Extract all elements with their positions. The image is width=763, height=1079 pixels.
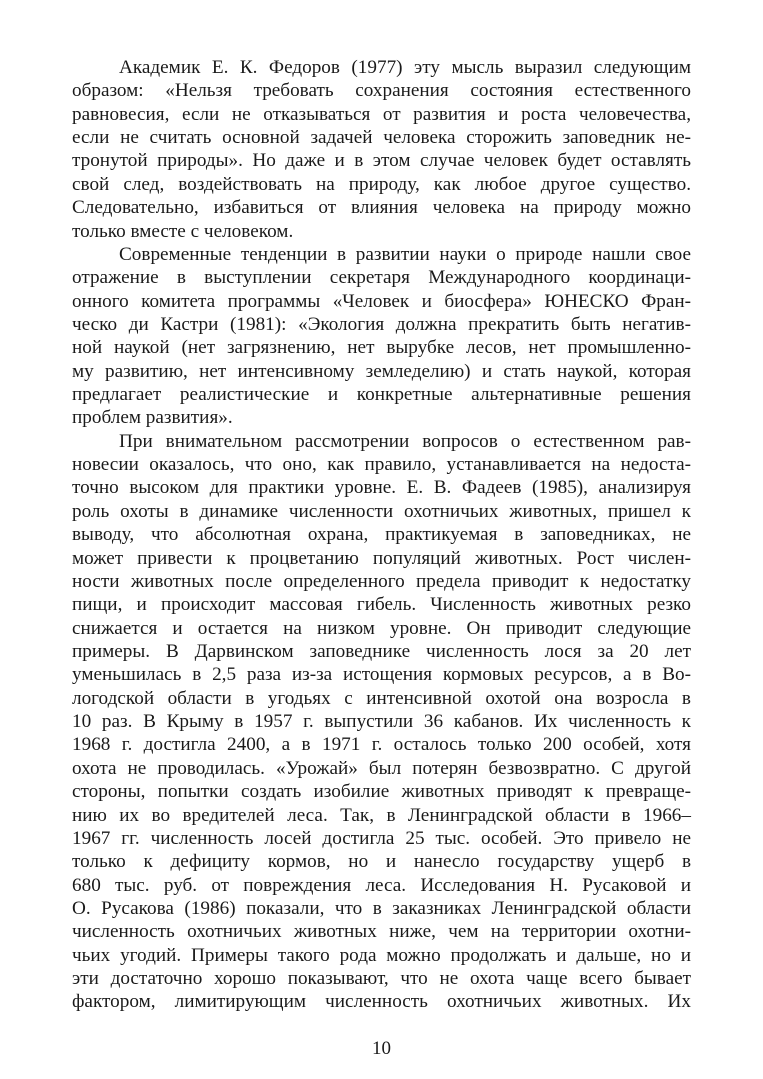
paragraph	[72, 430, 691, 1014]
text-line: ности животных после определенного предела приводит к недостатку	[72, 570, 691, 592]
text-line: может привести к процветанию популяций животных. Рост числен-	[72, 547, 691, 569]
text-line: примеры. В Дарвинском заповеднике численность лося за 20 лет	[72, 640, 691, 662]
text-line: роль охоты в динамике численности охотничьих животных, пришел к	[72, 500, 691, 522]
text-line: логодской области в угодьях с интенсивной охотой она возросла в	[72, 687, 691, 709]
text-line: 1967 гг. численность лосей достигла 25 тыс. особей. Это привело не	[72, 827, 691, 849]
text-line: образом: «Нельзя требовать сохранения состояния естественного	[72, 80, 691, 102]
text-line: Академик Е. К. Федоров (1977) эту мысль выразил следующим	[119, 57, 691, 78]
text-line: выводу, что абсолютная охрана, практикуемая в заповедниках, не	[72, 524, 691, 546]
text-line: 680 тыс. руб. от повреждения леса. Исследования Н. Русаковой и	[72, 874, 691, 896]
text-line: При внимательном рассмотрении вопросов о естественном рав-	[119, 430, 691, 452]
text-line: охота не проводилась. «Урожай» был потерян безвозвратно. С другой	[72, 757, 691, 779]
text-line: эти достаточно хорошо показывают, что не охота чаще всего бывает	[72, 968, 691, 990]
text-line: проблем развития».	[72, 407, 233, 429]
text-line: 1968 г. достигла 2400, а в 1971 г. осталось только 200 особей, хотя	[72, 734, 691, 756]
text-line: снижается и остается на низком уровне. Он приводит следующие	[72, 617, 691, 639]
text-line: му развитию, нет интенсивному земледелию) и стать наукой, которая	[72, 360, 691, 382]
text-line: только к дефициту кормов, но и нанесло государству ущерб в	[72, 851, 691, 873]
text-line: только вместе с человеком.	[72, 220, 294, 242]
text-line: онного комитета программы «Человек и биосфера» ЮНЕСКО Фран-	[72, 290, 691, 312]
text-line: 10 раз. В Крыму в 1957 г. выпустили 36 кабанов. Их численность к	[72, 711, 691, 733]
text-line: ческо ди Кастри (1981): «Экология должна прекратить быть негатив-	[72, 313, 691, 335]
text-line: новесии оказалось, что оно, как правило, устанавливается на недоста-	[72, 454, 691, 476]
text-line: численность охотничьих животных ниже, чем на территории охотни-	[72, 921, 691, 943]
paragraph	[72, 56, 691, 243]
text-line: стороны, попытки создать изобилие животных приводят к превраще-	[72, 781, 691, 803]
text-line: отражение в выступлении секретаря Международного координаци-	[72, 267, 691, 289]
text-line: точно высоком для практики уровне. Е. В. Фадеев (1985), анализируя	[72, 477, 691, 499]
text-line: фактором, лимитирующим численность охотничьих животных. Их	[72, 991, 691, 1013]
text-line: Следовательно, избавиться от влияния человека на природу можно	[72, 197, 691, 219]
text-line: нию их во вредителей леса. Так, в Ленинградской области в 1966–	[72, 804, 691, 826]
text-line: Современные тенденции в развитии науки о природе нашли свое	[119, 243, 691, 265]
text-line: уменьшилась в 2,5 раза из-за истощения кормовых ресурсов, а в Во-	[72, 664, 691, 686]
text-line: предлагает реалистические и конкретные альтернативные решения	[72, 384, 691, 406]
text-line: ной наукой (нет загрязнению, нет вырубке лесов, нет промышленно-	[72, 337, 691, 359]
paragraph	[72, 243, 691, 430]
text-line: пищи, и происходит массовая гибель. Численность животных резко	[72, 594, 691, 616]
page-body	[72, 56, 691, 1014]
text-line: если не считать основной задачей человека сторожить заповедник не-	[72, 127, 691, 149]
text-line: О. Русакова (1986) показали, что в заказниках Ленинградской области	[72, 897, 691, 919]
text-line: свой след, воздействовать на природу, как любое другое существо.	[72, 173, 691, 195]
text-line: чьих угодий. Примеры такого рода можно продолжать и дальше, но и	[72, 944, 691, 966]
text-line: тронутой природы». Но даже и в этом случае человек будет оставлять	[72, 150, 691, 172]
page-number: 10	[372, 1038, 391, 1059]
text-line: равновесия, если не отказываться от развития и роста человечества,	[72, 103, 691, 125]
